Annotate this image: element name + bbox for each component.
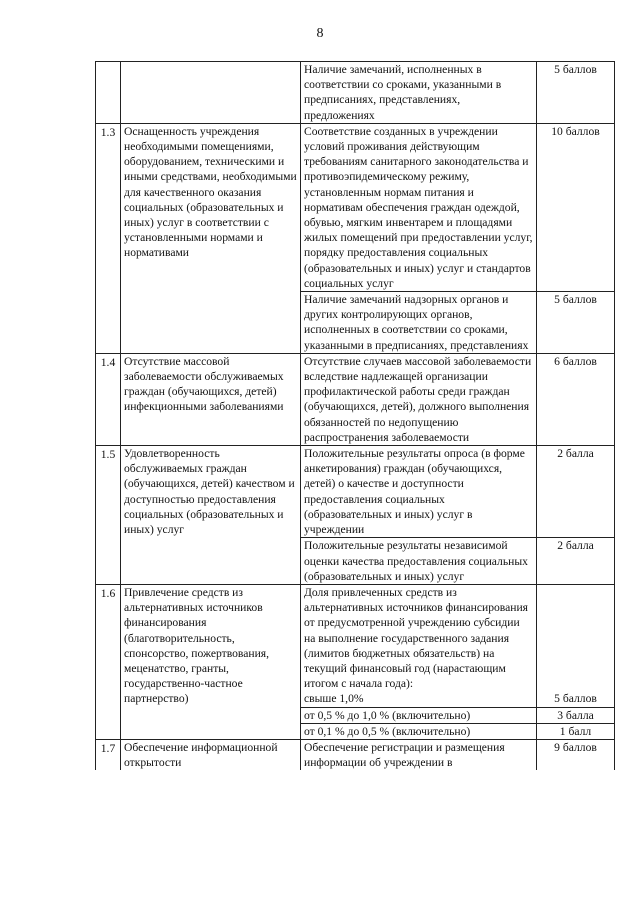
criterion-cell: Наличие замечаний надзорных органов и других контролирующих органов, исполненных в соответствии со сроками, указанными в предписаниях, представлениях [301, 292, 537, 354]
score-cell: 2 балла [537, 538, 615, 585]
table-row [96, 62, 615, 124]
indicator-cell: Оснащенность учреждения необходимыми помещениями, оборудованием, техническими и иными средствами, необходимыми для качественного оказания социальных (образовательных и иных) услуг в соответствии с установленными нормами и нормативами [121, 123, 301, 353]
criterion-text: Доля привлеченных средств из альтернативных источников финансирования от предусмотренной учреждению субсидии на выполнение государственного задания (лимитов бюджетных обязательств) на текущий финансовый год (нарастающим итогом с начала года): [304, 585, 529, 691]
score-cell: 2 балла [537, 446, 615, 538]
criterion-subtext: свыше 1,0% [304, 692, 364, 706]
num-cell: 1.7 [96, 739, 121, 770]
indicator-cell: Отсутствие массовой заболеваемости обслуживаемых граждан (обучающихся, детей) инфекционными заболеваниями [121, 353, 301, 445]
criterion-cell: Соответствие созданных в учреждении условий проживания действующим требованиям санитарного законодательства и противоэпидемическому режиму, установленным нормам питания и нормативам обеспечения граждан одеждой, обувью, мягким инвентарем и площадями жилых помещений при предоставлении услуг, порядку предоставления социальных (образовательных и иных) услуг и стандартов социальных услуг [301, 123, 537, 291]
table-row [96, 584, 615, 707]
criterion-cell: Обеспечение регистрации и размещения информации об учреждении в [301, 739, 537, 770]
score-cell: 3 балла [537, 707, 615, 723]
table-row [96, 739, 615, 770]
score-cell: 9 баллов [537, 739, 615, 770]
indicator-cell: Удовлетворенность обслуживаемых граждан (обучающихся, детей) качеством и доступностью предоставления социальных (образовательных и иных) услуг [121, 446, 301, 585]
criteria-table [95, 61, 615, 770]
score-cell: 5 баллов [537, 62, 615, 124]
criterion-cell: Положительные результаты независимой оценки качества предоставления социальных (образовательных и иных) услуг [301, 538, 537, 585]
score-cell: 5 баллов [537, 292, 615, 354]
criterion-cell: Положительные результаты опроса (в форме анкетирования) граждан (обучающихся, детей) о качестве и доступности предоставления социальных (образовательных и иных) услуг в учреждении [301, 446, 537, 538]
num-cell [96, 62, 121, 124]
page-number: 8 [316, 26, 324, 41]
indicator-cell: Привлечение средств из альтернативных источников финансирования (благотворительность, спонсорство, пожертвования, меценатство, гранты, государственно-частное партнерство) [121, 584, 301, 739]
score-cell: 10 баллов [537, 123, 615, 291]
indicator-cell [121, 62, 301, 124]
criterion-cell: от 0,5 % до 1,0 % (включительно) [301, 707, 537, 723]
num-cell: 1.3 [96, 123, 121, 353]
criterion-cell: от 0,1 % до 0,5 % (включительно) [301, 723, 537, 739]
score-cell: 6 баллов [537, 353, 615, 445]
criterion-cell: Отсутствие случаев массовой заболеваемости вследствие надлежащей организации профилактической работы среди граждан (обучающихся, детей), должного выполнения обязанностей по недопущению распространения заболеваемости [301, 353, 537, 445]
num-cell: 1.5 [96, 446, 121, 585]
criterion-cell: Наличие замечаний, исполненных в соответствии со сроками, указанными в предписаниях, представлениях, предложениях [301, 62, 537, 124]
criterion-cell [301, 584, 537, 707]
score-cell: 1 балл [537, 723, 615, 739]
table-row [96, 353, 615, 445]
score-cell: 5 баллов [537, 584, 615, 707]
indicator-cell: Обеспечение информационной открытости [121, 739, 301, 770]
table-row [96, 446, 615, 538]
num-cell: 1.4 [96, 353, 121, 445]
table-row [96, 123, 615, 291]
num-cell: 1.6 [96, 584, 121, 739]
